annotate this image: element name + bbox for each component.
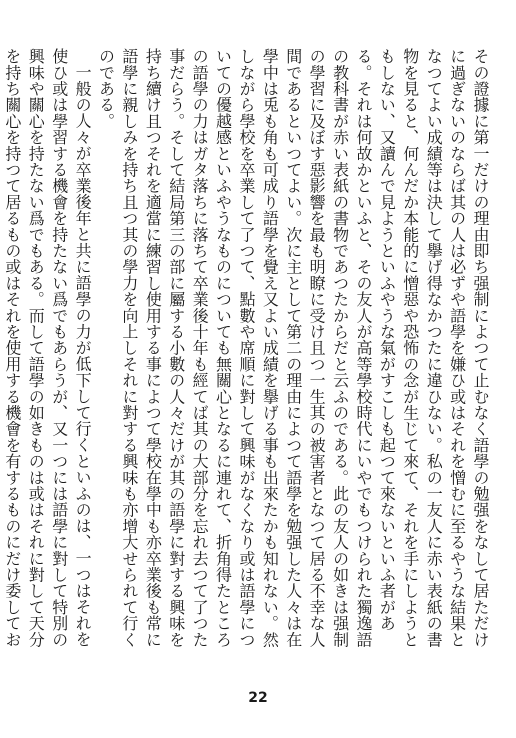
paragraph-2: 一般の人々が卒業後年と共に語學の力が低下して行くといふのは、一つはそれを使ひ或は學習する機會を持たない爲でもあらうが、又一つには語學に對して特別の興味や關心を持たない爲でもある。而して語學の如きものは或はそれに對して天分を持ち關心を持つて居るもの或はそれを使用する機會を有するものにだけ委してお (2, 48, 93, 648)
paragraph-1: その證據に第一だけの理由即ち强制によつて止むなく語學の勉强をなして居ただけに過ぎないのならば其の人は必ずや語學を嫌ひ或はそれを憎むに至るやうな結果となつてよい成績等は決して擧げ得なかつたに違ひない。私の一友人に赤い表紙の書物を見ると、何んだか本能的に憎惡や恐怖の念が生じて來て、それを手にしようともしない、又讀んで見ようといふやうな氣がすこしも起つて來ないといふ者がある。それは何故かといふと、その友人が高等學校時代にいやでもつけられた獨逸語の教科書が赤い表紙の書物であつたからだと云ふのである。此の友人の如きは强制の學習に及ぼす惡影響を最も明瞭に受け且つ一生其の被害者となつて居る不幸な人間であるといつてよい。次に主として第二の理由によつて語學を勉强した人々は在學中は兎も角も可成り語學を覺え又よい成績を擧げる事も出來たかも知れない。然しながら學校を卒業して了つて、點數や席順に對して興味がなくなり或は語學についての優越感といふやうなものについても無關心となるに連れて、折角得たところの語學の力はガタ落ちに落ちて卒業後十年も經てば其の大部分を忘れ去つて了つた事だらう。そして結局第三の部に屬する小數の人々だけが其の語學に對する興味を持ち續け且つそれを適當に練習し使用する事によつて學校在學中も亦卒業後も常に語學に親しみを持ち且つ其の學力を向上しそれに對する興味も亦增大せられて行くのである。 (96, 48, 490, 648)
page-number: 22 (248, 690, 268, 706)
body-text (2, 48, 492, 658)
